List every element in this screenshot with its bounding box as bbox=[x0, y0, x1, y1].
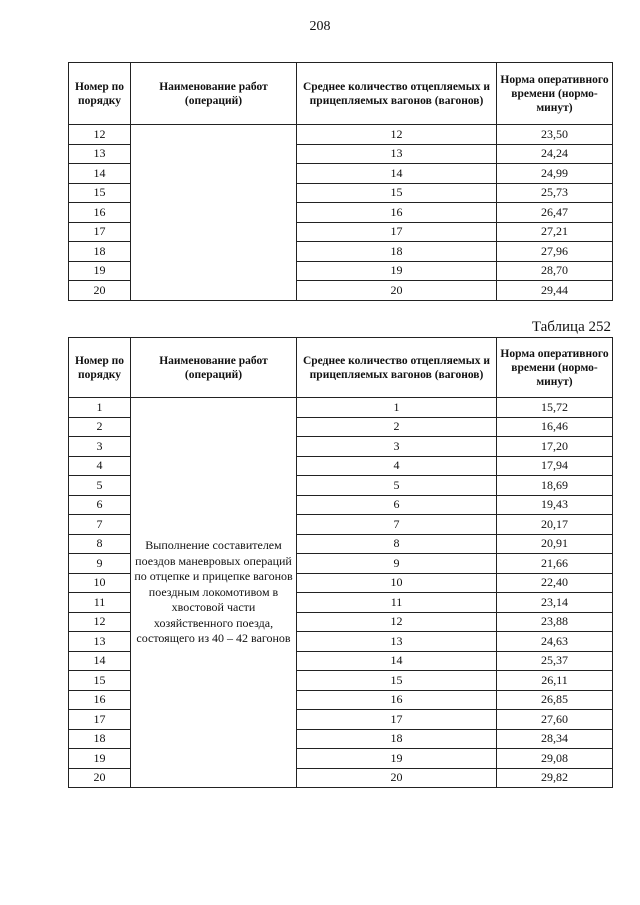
norm-time-cell: 18,69 bbox=[497, 476, 613, 496]
row-number-cell: 5 bbox=[69, 476, 131, 496]
col-header-name: Наименование работ (операций) bbox=[131, 63, 297, 125]
wagons-count-cell: 18 bbox=[297, 729, 497, 749]
header-row bbox=[69, 63, 613, 125]
wagons-count-cell: 5 bbox=[297, 476, 497, 496]
col-header-avg-wagons: Среднее количество отцепляемых и прицепляемых вагонов (вагонов) bbox=[297, 63, 497, 125]
wagons-count-cell: 9 bbox=[297, 554, 497, 574]
norm-time-cell: 15,72 bbox=[497, 398, 613, 418]
wagons-count-cell: 16 bbox=[297, 690, 497, 710]
wagons-count-cell: 11 bbox=[297, 593, 497, 613]
norm-time-cell: 16,46 bbox=[497, 417, 613, 437]
wagons-count-cell: 16 bbox=[297, 203, 497, 223]
norm-time-cell: 23,50 bbox=[497, 125, 613, 145]
row-number-cell: 18 bbox=[69, 729, 131, 749]
wagons-count-cell: 3 bbox=[297, 437, 497, 457]
row-number-cell: 9 bbox=[69, 554, 131, 574]
norm-time-cell: 19,43 bbox=[497, 495, 613, 515]
operation-name-cell: Выполнение составителем поездов маневровых операций по отцепке и прицепке вагонов поездным локомотивом в хвостовой части хозяйственного поезда, состоящего из 40 – 42 вагонов bbox=[131, 398, 297, 788]
row-number-cell: 20 bbox=[69, 281, 131, 301]
col-header-norm: Норма оперативного времени (нормо-минут) bbox=[497, 338, 613, 398]
row-number-cell: 15 bbox=[69, 671, 131, 691]
row-number-cell: 3 bbox=[69, 437, 131, 457]
row-number-cell: 4 bbox=[69, 456, 131, 476]
wagons-count-cell: 14 bbox=[297, 651, 497, 671]
norm-time-cell: 17,20 bbox=[497, 437, 613, 457]
row-number-cell: 1 bbox=[69, 398, 131, 418]
norm-time-cell: 20,17 bbox=[497, 515, 613, 535]
wagons-count-cell: 7 bbox=[297, 515, 497, 535]
row-number-cell: 18 bbox=[69, 242, 131, 262]
wagons-count-cell: 6 bbox=[297, 495, 497, 515]
wagons-count-cell: 1 bbox=[297, 398, 497, 418]
norm-time-cell: 17,94 bbox=[497, 456, 613, 476]
row-number-cell: 14 bbox=[69, 164, 131, 184]
row-number-cell: 12 bbox=[69, 125, 131, 145]
row-number-cell: 10 bbox=[69, 573, 131, 593]
row-number-cell: 6 bbox=[69, 495, 131, 515]
norm-time-cell: 24,24 bbox=[497, 144, 613, 164]
row-number-cell: 13 bbox=[69, 632, 131, 652]
norm-time-cell: 29,82 bbox=[497, 768, 613, 788]
header-row bbox=[69, 338, 613, 398]
row-number-cell: 14 bbox=[69, 651, 131, 671]
wagons-count-cell: 15 bbox=[297, 671, 497, 691]
wagons-count-cell: 17 bbox=[297, 222, 497, 242]
wagons-count-cell: 15 bbox=[297, 183, 497, 203]
norm-time-cell: 27,60 bbox=[497, 710, 613, 730]
norm-time-cell: 26,11 bbox=[497, 671, 613, 691]
wagons-count-cell: 12 bbox=[297, 125, 497, 145]
table-caption: Таблица 252 bbox=[531, 319, 611, 335]
continuation-table bbox=[68, 62, 613, 301]
row-number-cell: 17 bbox=[69, 710, 131, 730]
table-row bbox=[69, 398, 613, 418]
norm-time-cell: 25,73 bbox=[497, 183, 613, 203]
table-body bbox=[69, 398, 613, 788]
wagons-count-cell: 19 bbox=[297, 749, 497, 769]
norm-time-cell: 28,34 bbox=[497, 729, 613, 749]
col-header-norm: Норма оперативного времени (нормо-минут) bbox=[497, 63, 613, 125]
table-252 bbox=[68, 337, 613, 788]
wagons-count-cell: 20 bbox=[297, 768, 497, 788]
wagons-count-cell: 20 bbox=[297, 281, 497, 301]
col-header-name: Наименование работ (операций) bbox=[131, 338, 297, 398]
wagons-count-cell: 19 bbox=[297, 261, 497, 281]
norm-time-cell: 24,63 bbox=[497, 632, 613, 652]
wagons-count-cell: 13 bbox=[297, 632, 497, 652]
table-body bbox=[69, 125, 613, 301]
wagons-count-cell: 13 bbox=[297, 144, 497, 164]
row-number-cell: 16 bbox=[69, 203, 131, 223]
wagons-count-cell: 2 bbox=[297, 417, 497, 437]
norm-time-cell: 20,91 bbox=[497, 534, 613, 554]
wagons-count-cell: 18 bbox=[297, 242, 497, 262]
norm-time-cell: 28,70 bbox=[497, 261, 613, 281]
row-number-cell: 7 bbox=[69, 515, 131, 535]
row-number-cell: 8 bbox=[69, 534, 131, 554]
table-row bbox=[69, 125, 613, 145]
row-number-cell: 16 bbox=[69, 690, 131, 710]
norm-time-cell: 23,88 bbox=[497, 612, 613, 632]
row-number-cell: 20 bbox=[69, 768, 131, 788]
norm-time-cell: 26,85 bbox=[497, 690, 613, 710]
norm-time-cell: 27,96 bbox=[497, 242, 613, 262]
norm-time-cell: 26,47 bbox=[497, 203, 613, 223]
row-number-cell: 13 bbox=[69, 144, 131, 164]
row-number-cell: 19 bbox=[69, 261, 131, 281]
wagons-count-cell: 8 bbox=[297, 534, 497, 554]
norm-time-cell: 22,40 bbox=[497, 573, 613, 593]
norm-time-cell: 29,08 bbox=[497, 749, 613, 769]
row-number-cell: 17 bbox=[69, 222, 131, 242]
col-header-number: Номер по порядку bbox=[69, 63, 131, 125]
col-header-number: Номер по порядку bbox=[69, 338, 131, 398]
col-header-avg-wagons: Среднее количество отцепляемых и прицепляемых вагонов (вагонов) bbox=[297, 338, 497, 398]
operation-name-cell bbox=[131, 125, 297, 301]
norm-time-cell: 27,21 bbox=[497, 222, 613, 242]
norm-time-cell: 21,66 bbox=[497, 554, 613, 574]
row-number-cell: 2 bbox=[69, 417, 131, 437]
norm-time-cell: 24,99 bbox=[497, 164, 613, 184]
row-number-cell: 19 bbox=[69, 749, 131, 769]
row-number-cell: 15 bbox=[69, 183, 131, 203]
norm-time-cell: 23,14 bbox=[497, 593, 613, 613]
row-number-cell: 11 bbox=[69, 593, 131, 613]
norm-time-cell: 25,37 bbox=[497, 651, 613, 671]
wagons-count-cell: 4 bbox=[297, 456, 497, 476]
wagons-count-cell: 14 bbox=[297, 164, 497, 184]
wagons-count-cell: 17 bbox=[297, 710, 497, 730]
norm-time-cell: 29,44 bbox=[497, 281, 613, 301]
wagons-count-cell: 12 bbox=[297, 612, 497, 632]
row-number-cell: 12 bbox=[69, 612, 131, 632]
page-number: 208 bbox=[309, 19, 331, 34]
wagons-count-cell: 10 bbox=[297, 573, 497, 593]
